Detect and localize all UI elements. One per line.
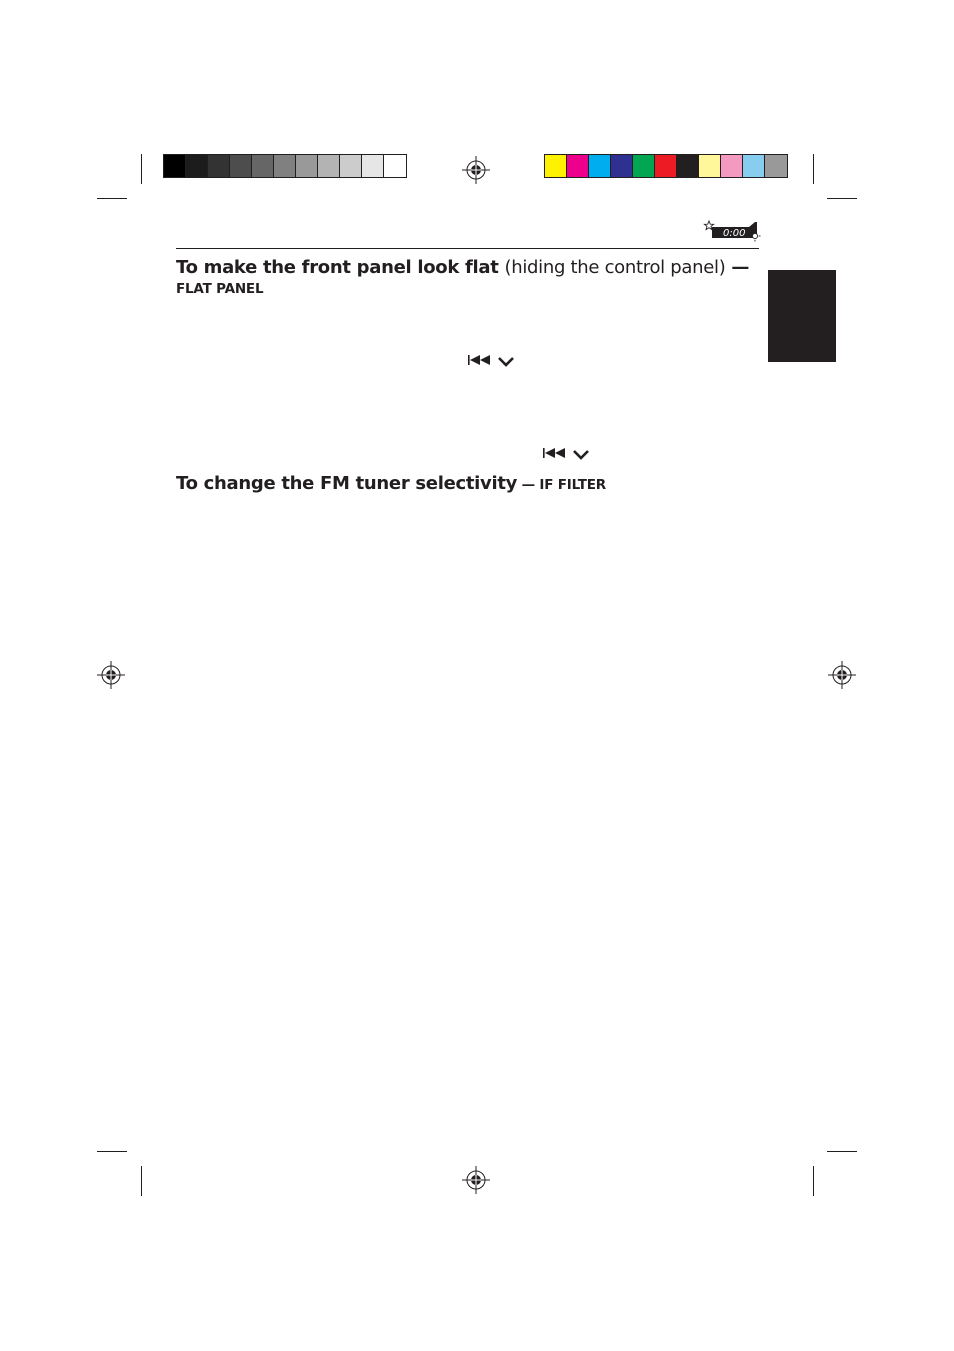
if-filter-tag: IF FILTER xyxy=(539,477,606,493)
registration-target-icon xyxy=(97,661,125,689)
color-swatch xyxy=(611,155,633,177)
display-time-text: 0:00 xyxy=(723,228,746,239)
color-swatch xyxy=(567,155,589,177)
gray-swatch xyxy=(186,155,208,177)
grayscale-registration-bar xyxy=(163,154,407,178)
color-swatch xyxy=(677,155,699,177)
flat-panel-heading xyxy=(176,258,756,299)
registration-target-icon xyxy=(462,1166,490,1194)
if-filter-heading xyxy=(176,474,756,495)
registration-target-icon xyxy=(462,156,490,184)
gray-swatch xyxy=(384,155,406,177)
crop-mark xyxy=(827,198,857,199)
crop-mark xyxy=(813,1166,814,1196)
gray-swatch xyxy=(296,155,318,177)
gray-swatch xyxy=(164,155,186,177)
crop-mark xyxy=(141,154,142,184)
color-registration-bar xyxy=(544,154,788,178)
gray-swatch xyxy=(318,155,340,177)
crop-mark xyxy=(141,1166,142,1196)
color-swatch xyxy=(655,155,677,177)
heading-main-text: To change the FM tuner selectivity xyxy=(176,473,518,494)
gray-swatch xyxy=(274,155,296,177)
clock-display-icon xyxy=(703,220,761,242)
flat-panel-tag: FLAT PANEL xyxy=(176,281,264,297)
heading-paren-text: (hiding the control panel) xyxy=(504,257,726,278)
crop-mark xyxy=(97,198,127,199)
gray-swatch xyxy=(340,155,362,177)
crop-mark xyxy=(97,1151,127,1152)
crop-mark xyxy=(827,1151,857,1152)
color-swatch xyxy=(699,155,721,177)
crop-mark xyxy=(813,154,814,184)
color-swatch xyxy=(633,155,655,177)
gray-swatch xyxy=(230,155,252,177)
registration-target-icon xyxy=(828,661,856,689)
color-swatch xyxy=(721,155,743,177)
language-tab xyxy=(768,270,836,362)
color-swatch xyxy=(743,155,765,177)
gray-swatch xyxy=(208,155,230,177)
heading-main-text: To make the front panel look flat xyxy=(176,257,499,278)
skip-back-icon xyxy=(467,353,493,367)
heading-dash: — xyxy=(517,477,540,493)
color-swatch xyxy=(589,155,611,177)
color-swatch xyxy=(545,155,567,177)
gray-swatch xyxy=(252,155,274,177)
chevron-down-icon xyxy=(572,447,590,461)
header-rule xyxy=(176,248,759,249)
gray-swatch xyxy=(362,155,384,177)
skip-back-icon xyxy=(542,446,568,460)
heading-dash: — xyxy=(725,257,750,278)
chevron-down-icon xyxy=(497,354,515,368)
color-swatch xyxy=(765,155,787,177)
